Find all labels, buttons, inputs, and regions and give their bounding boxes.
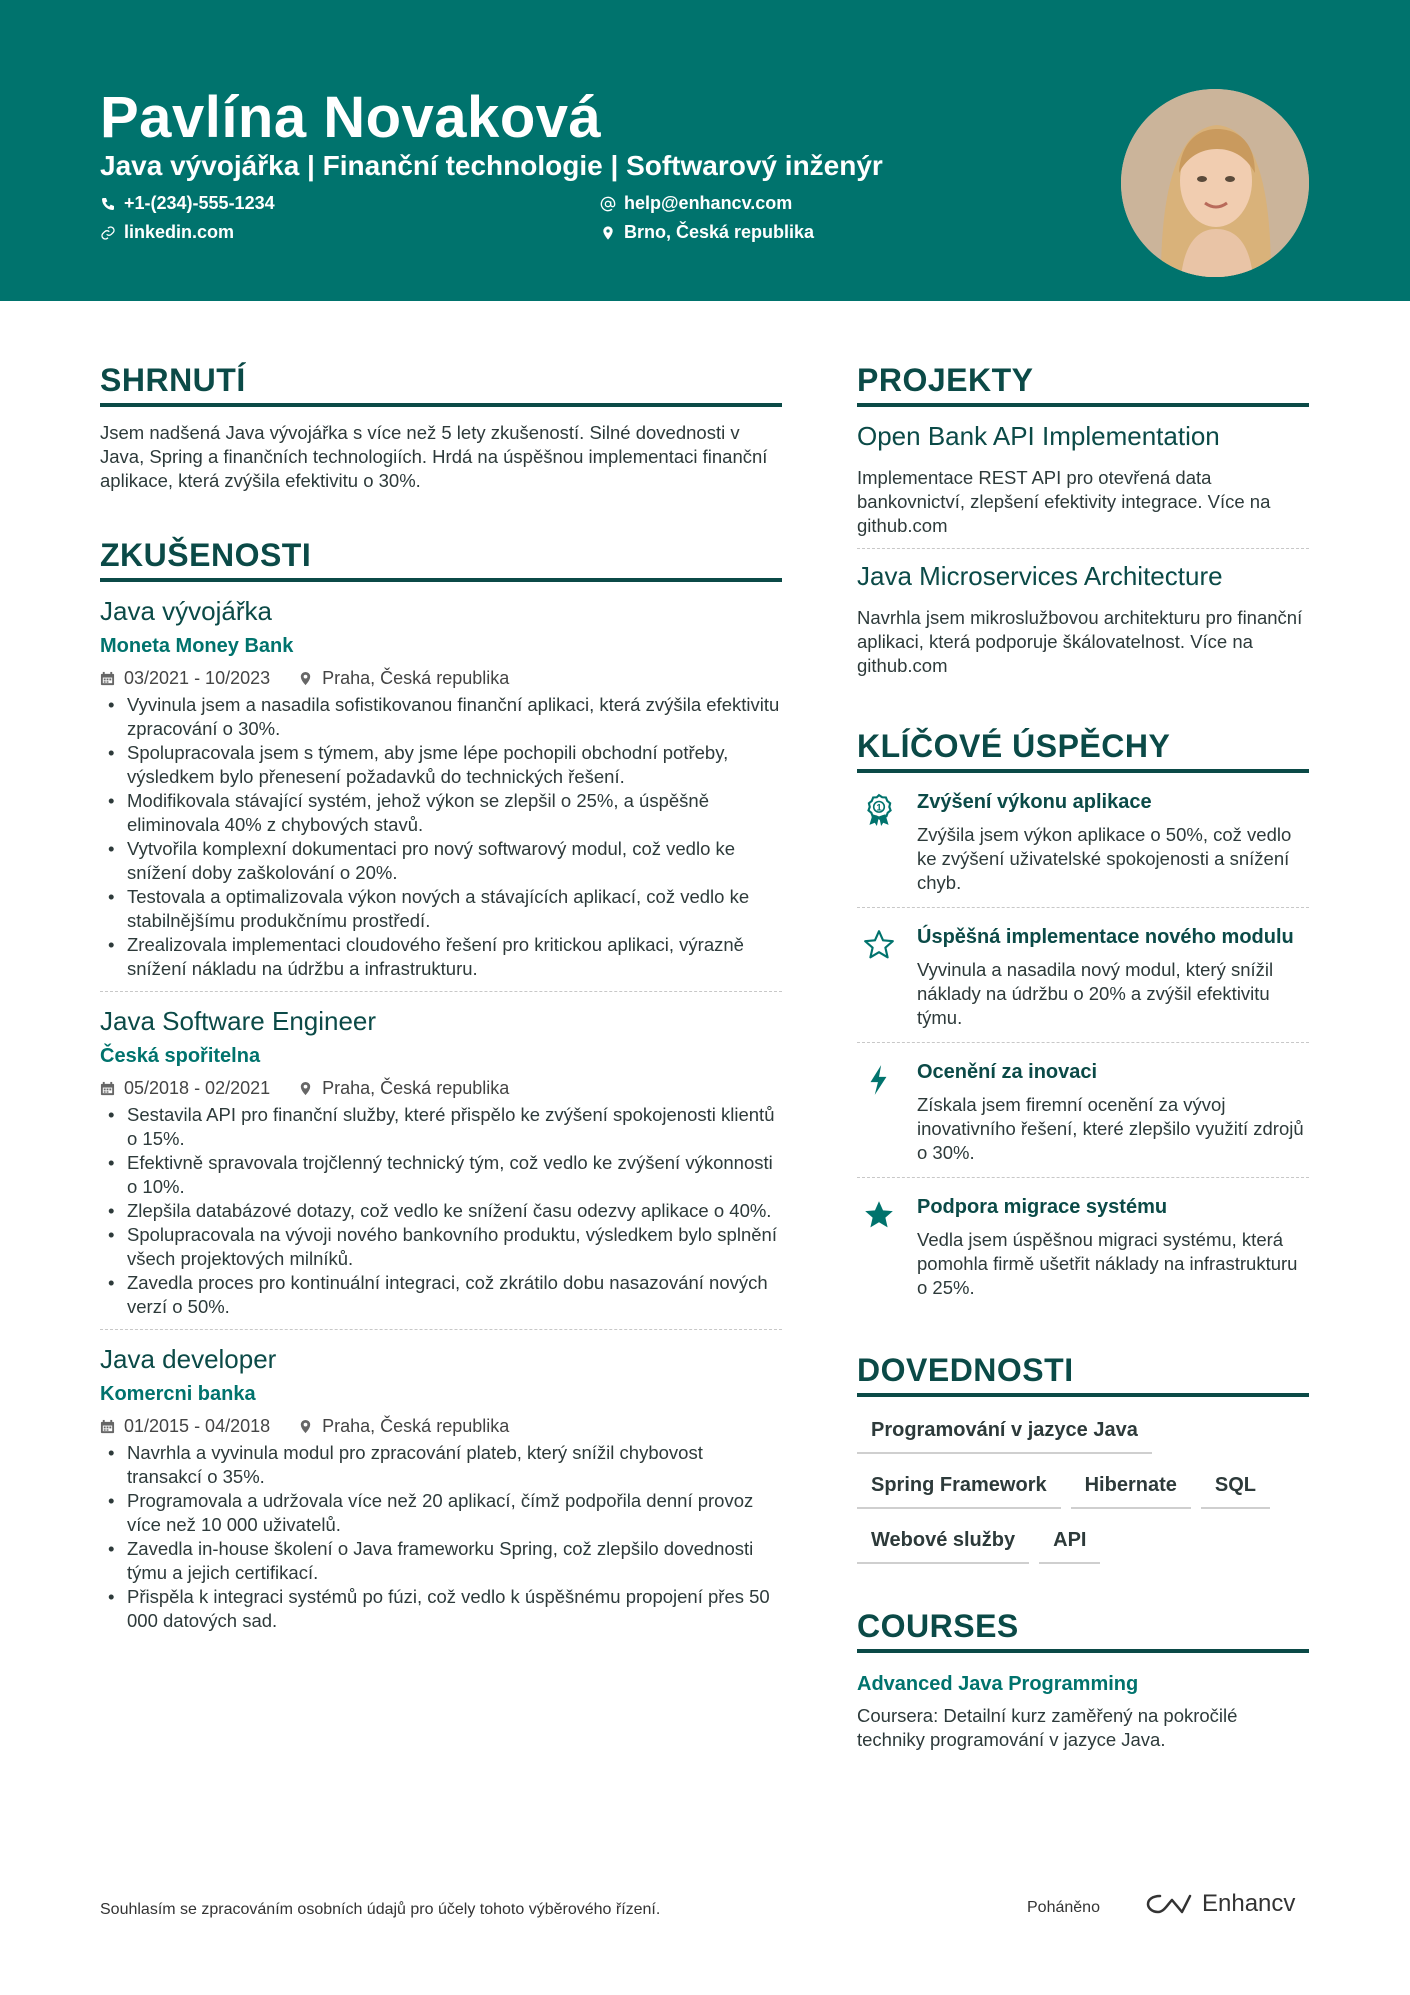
skill-tag: Spring Framework <box>857 1474 1061 1509</box>
job-title: Java developer <box>100 1344 277 1374</box>
company-name: Komercni banka <box>100 1383 256 1405</box>
job-entry <box>100 596 782 981</box>
achievement-text: Zvýšila jsem výkon aplikace o 50%, což vedlo ke zvýšení uživatelské spokojenosti a snížení chyb. <box>917 824 1292 893</box>
location-pin-icon <box>600 225 616 241</box>
left-column <box>100 362 782 1633</box>
achievements-heading: KLÍČOVÉ ÚSPĚCHY <box>857 728 1309 773</box>
bullet-item: • Vytvořila komplexní dokumentaci pro nový softwarový modul, což vedlo ke snížení doby zaškolování o 20%. <box>100 837 782 885</box>
project-title: Java Microservices Architecture <box>857 561 1223 591</box>
phone-icon <box>100 196 116 212</box>
bullet-item: • Programovala a udržovala více než 20 aplikací, čímž podpořila denní provoz více než 10 000 uživatelů. <box>100 1489 782 1537</box>
job-location: Praha, Česká republika <box>322 1416 510 1436</box>
link-icon <box>100 225 116 241</box>
bullet-item: • Testovala a optimalizovala výkon nových a stávajících aplikací, což vedlo ke stabilnějšímu produkčnímu prostředí. <box>100 885 782 933</box>
achievement-item <box>857 1178 1309 1312</box>
job-location: Praha, Česká republika <box>322 668 510 688</box>
bullet-item: • Sestavila API pro finanční služby, které přispělo ke zvýšení spokojenosti klientů o 15%. <box>100 1103 782 1151</box>
bullet-item: • Přispěla k integraci systémů po fúzi, což vedlo k úspěšnému propojení přes 50 000 datových sad. <box>100 1585 782 1633</box>
divider <box>857 548 1309 549</box>
summary-heading: SHRNUTÍ <box>100 362 782 407</box>
achievement-title: Podpora migrace systému <box>917 1196 1168 1218</box>
svg-text:1: 1 <box>876 802 882 814</box>
job-meta <box>100 668 782 689</box>
contact-linkedin[interactable] <box>100 222 234 243</box>
calendar-icon <box>100 1081 115 1096</box>
company-name: Česká spořitelna <box>100 1045 261 1067</box>
job-meta <box>100 1078 782 1099</box>
course-title: Advanced Java Programming <box>857 1673 1139 1695</box>
achievement-item <box>857 1043 1309 1177</box>
bullet-item: • Zavedla proces pro kontinuální integraci, což zkrátilo dobu nasazování nových verzí o 50%. <box>100 1271 782 1319</box>
job-title: Java Software Engineer <box>100 1006 377 1036</box>
calendar-icon <box>100 671 115 686</box>
enhancv-logo-icon <box>1146 1892 1192 1916</box>
bullet-item: • Zavedla in-house školení o Java frameworku Spring, což zlepšilo dovednosti týmu a jejich certifikací. <box>100 1537 782 1585</box>
award-ribbon-icon <box>862 793 896 827</box>
achievement-text: Získala jsem firemní ocenění za vývoj inovativního řešení, které zlepšilo využití zdrojů o 30%. <box>917 1094 1304 1163</box>
achievement-item <box>857 773 1309 907</box>
job-bullets <box>100 1103 782 1319</box>
achievement-title: Zvýšení výkonu aplikace <box>917 791 1152 813</box>
powered-by-label: Poháněno <box>1027 1899 1100 1916</box>
location-pin-icon <box>298 1419 313 1434</box>
skill-tag: Webové služby <box>857 1529 1029 1564</box>
job-dates: 05/2018 - 02/2021 <box>124 1078 271 1098</box>
star-outline-icon <box>862 928 896 962</box>
job-dates: 03/2021 - 10/2023 <box>124 668 271 688</box>
skill-tag: Programování v jazyce Java <box>857 1419 1152 1454</box>
header-banner <box>0 0 1410 301</box>
job-entry <box>100 1344 782 1633</box>
bullet-item: • Spolupracovala na vývoji nového bankovního produktu, výsledkem bylo splnění všech projektových milníků. <box>100 1223 782 1271</box>
consent-text: Souhlasím se zpracováním osobních údajů pro účely tohoto výběrového řízení. <box>100 1901 661 1918</box>
project-description: Navrhla jsem mikroslužbovou architekturu pro finanční aplikaci, která podporuje škálovatelnost. Více na github.com <box>857 607 1303 676</box>
skill-tag: API <box>1039 1529 1100 1564</box>
bullet-item: • Efektivně spravovala trojčlenný technický tým, což vedlo ke zvýšení výkonnosti o 10%. <box>100 1151 782 1199</box>
job-dates: 01/2015 - 04/2018 <box>124 1416 271 1436</box>
projects-heading: PROJEKTY <box>857 362 1309 407</box>
achievement-text: Vedla jsem úspěšnou migraci systému, která pomohla firmě ušetřit náklady na infrastrukturu o 25%. <box>917 1229 1298 1298</box>
bullet-item: • Vyvinula jsem a nasadila sofistikovanou finanční aplikaci, která zvýšila efektivitu zpracování o 30%. <box>100 693 782 741</box>
bullet-item: • Navrhla a vyvinula modul pro zpracování plateb, který snížil chybovost transakcí o 35%. <box>100 1441 782 1489</box>
bullet-item: • Spolupracovala jsem s týmem, aby jsme lépe pochopili obchodní potřeby, výsledkem bylo přenesení požadavků do technických řešení. <box>100 741 782 789</box>
achievement-title: Úspěšná implementace nového modulu <box>917 926 1294 948</box>
calendar-icon <box>100 1419 115 1434</box>
divider <box>100 1329 782 1330</box>
course-description: Coursera: Detailní kurz zaměřený na pokročilé techniky programování v jazyce Java. <box>857 1705 1238 1750</box>
location-text: Brno, Česká republika <box>624 222 815 242</box>
location-pin-icon <box>298 671 313 686</box>
achievement-text: Vyvinula a nasadila nový modul, který snížil náklady na údržbu o 20% a zvýšil efektivitu týmu. <box>917 959 1274 1028</box>
linkedin-text: linkedin.com <box>124 222 235 242</box>
project-entry <box>857 561 1309 678</box>
enhancv-logo[interactable] <box>1146 1890 1295 1918</box>
summary-text: Jsem nadšená Java vývojářka s více než 5 lety zkušeností. Silné dovednosti v Java, Spring a finančních technologiích. Hrdá na úspěšnou implementaci finanční aplikace, která zvýšila efektivitu o 30%. <box>100 422 768 491</box>
skill-tag: Hibernate <box>1071 1474 1191 1509</box>
job-meta <box>100 1416 782 1437</box>
skills-row <box>857 1529 1309 1564</box>
email-text: help@enhancv.com <box>624 193 793 213</box>
skills-list <box>857 1419 1309 1564</box>
phone-text: +1-(234)-555-1234 <box>124 193 275 213</box>
right-column <box>857 362 1309 1752</box>
project-title: Open Bank API Implementation <box>857 421 1220 451</box>
project-description: Implementace REST API pro otevřená data bankovnictví, zlepšení efektivity integrace. Více na github.com <box>857 467 1271 536</box>
star-filled-icon <box>862 1198 896 1232</box>
job-location: Praha, Česká republika <box>322 1078 510 1098</box>
skills-row <box>857 1474 1309 1509</box>
achievement-title: Ocenění za inovaci <box>917 1061 1098 1083</box>
contact-email[interactable] <box>600 193 792 214</box>
candidate-title: Java vývojářka | Finanční technologie | Softwarový inženýr <box>100 150 883 181</box>
project-entry <box>857 421 1309 538</box>
courses-heading: COURSES <box>857 1608 1309 1653</box>
achievement-item <box>857 908 1309 1042</box>
profile-photo <box>1121 89 1309 277</box>
at-icon <box>600 196 616 212</box>
candidate-name: Pavlína Novaková <box>100 85 602 150</box>
bullet-item: • Zrealizovala implementaci cloudového řešení pro kritickou aplikaci, výrazně snížení nákladu na údržbu a infrastrukturu. <box>100 933 782 981</box>
skills-row <box>857 1419 1309 1454</box>
bullet-item: • Modifikovala stávající systém, jehož výkon se zlepšil o 25%, a úspěšně eliminovala 40% z chybových stavů. <box>100 789 782 837</box>
job-title: Java vývojářka <box>100 596 272 626</box>
bullet-item: • Zlepšila databázové dotazy, což vedlo ke snížení času odezvy aplikace o 40%. <box>100 1199 782 1223</box>
job-bullets <box>100 693 782 981</box>
skills-heading: DOVEDNOSTI <box>857 1352 1309 1397</box>
location-pin-icon <box>298 1081 313 1096</box>
company-name: Moneta Money Bank <box>100 635 294 657</box>
divider <box>100 991 782 992</box>
contact-phone[interactable] <box>100 193 275 214</box>
skill-tag: SQL <box>1201 1474 1270 1509</box>
experience-heading: ZKUŠENOSTI <box>100 537 782 582</box>
job-bullets <box>100 1441 782 1633</box>
contact-location <box>600 222 814 243</box>
job-entry <box>100 1006 782 1319</box>
brand-name: Enhancv <box>1202 1890 1296 1917</box>
lightning-bolt-icon <box>862 1063 896 1097</box>
